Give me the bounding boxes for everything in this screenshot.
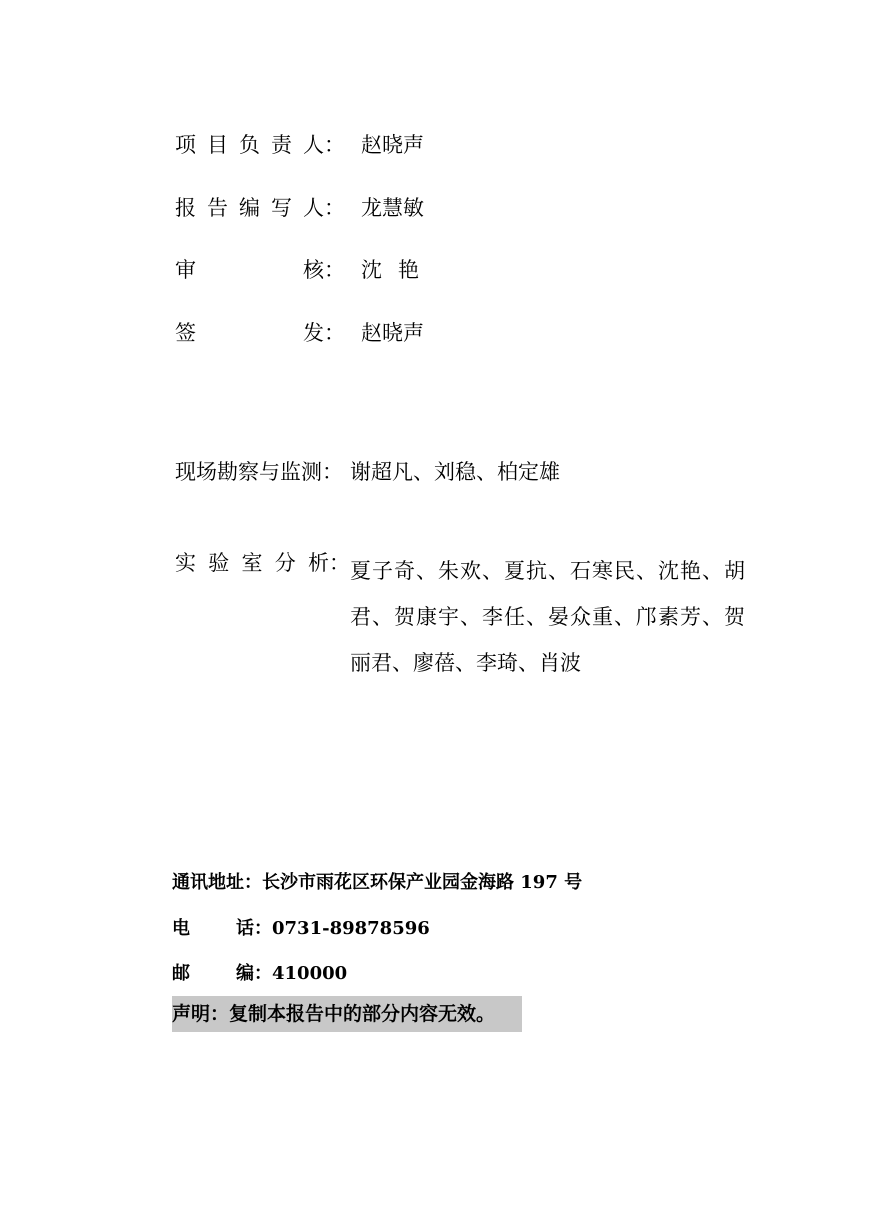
lab-analysis-line: 君、贺康宇、李任、晏众重、邝素芳、贺 (350, 605, 745, 629)
address-label: 通讯地址： (172, 872, 262, 893)
postcode-row (172, 960, 347, 988)
address-row (172, 869, 582, 897)
lab-analysis-label: 实 验 室 分 析： (175, 551, 350, 575)
postcode-label: 邮 编： (172, 963, 272, 984)
phone-row (172, 915, 430, 943)
lab-analysis-line: 丽君、廖蓓、李琦、肖波 (350, 651, 581, 675)
phone-value: 0731-89878596 (272, 918, 430, 939)
reviewer-value: 沈艳 (361, 258, 435, 282)
field-survey-value: 谢超凡、刘稳、柏定雄 (350, 460, 560, 484)
disclaimer-notice: 声明：复制本报告中的部分内容无效。 (172, 996, 522, 1032)
signer-value: 赵晓声 (361, 321, 424, 345)
report-writer-value: 龙慧敏 (361, 196, 424, 220)
signer-label: 签 发： (175, 321, 345, 345)
field-survey-label: 现场勘察与监测： (175, 460, 343, 484)
address-value: 长沙市雨花区环保产业园金海路 197 号 (262, 872, 583, 893)
reviewer-label: 审 核： (175, 258, 345, 282)
lab-analysis-line: 夏子奇、朱欢、夏抗、石寒民、沈艳、胡 (350, 559, 745, 583)
project-lead-value: 赵晓声 (361, 133, 424, 157)
report-writer-label: 报 告 编 写 人： (175, 196, 345, 220)
phone-label: 电 话： (172, 918, 272, 939)
project-lead-label: 项 目 负 责 人： (175, 133, 345, 157)
postcode-value: 410000 (272, 963, 348, 984)
lab-analysis-value (350, 548, 745, 686)
